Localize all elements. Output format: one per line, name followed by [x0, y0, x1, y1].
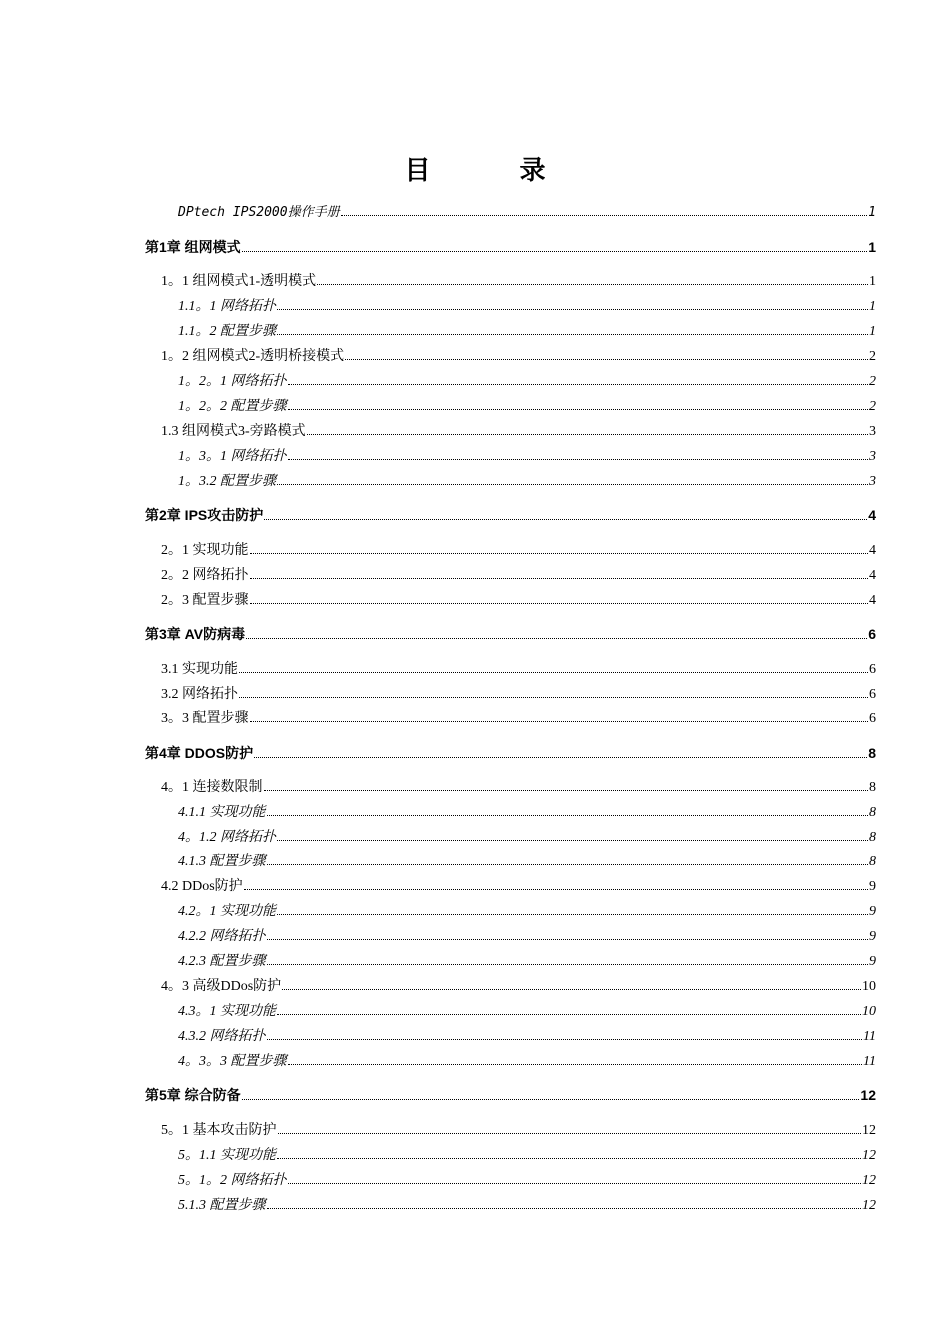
dot-leader [277, 1002, 861, 1015]
dot-leader [239, 660, 868, 673]
toc-entry-page-number: 2 [869, 399, 876, 414]
toc-entry[interactable] [178, 1196, 876, 1215]
toc-entry[interactable] [178, 828, 876, 847]
dot-leader [250, 566, 869, 579]
toc-entry-page-number: 1 [868, 205, 876, 220]
toc-entry-label: 4.3。1 实现功能 [178, 1004, 276, 1019]
toc-entry-label: 2。2 网络拓扑 [161, 568, 249, 583]
toc-entry[interactable] [178, 447, 876, 466]
toc-entry-label: 第5章 综合防备 [145, 1087, 241, 1103]
toc-entry-page-number: 12 [860, 1087, 876, 1103]
dot-leader [288, 397, 869, 410]
toc-entry-label: 2。1 实现功能 [161, 543, 249, 558]
toc-entry-page-number: 3 [869, 424, 876, 439]
toc-entry-label: 第3章 AV防病毒 [145, 626, 246, 642]
toc-entry[interactable] [178, 297, 876, 316]
toc-entry-page-number: 9 [869, 954, 876, 969]
toc-entry-label: 4.2.2 网络拓扑 [178, 929, 266, 944]
toc-entry-page-number: 1 [869, 299, 876, 314]
toc-entry[interactable] [178, 927, 876, 946]
toc-entry-page-number: 8 [869, 805, 876, 820]
toc-entry-label: 3。3 配置步骤 [161, 711, 249, 726]
toc-entry[interactable] [145, 1086, 876, 1104]
toc-entry[interactable] [161, 977, 876, 996]
toc-entry-page-number: 12 [862, 1148, 876, 1163]
toc-entry-page-number: 12 [862, 1123, 876, 1138]
toc-entry[interactable] [161, 660, 876, 679]
toc-entry-label: 1.3 组网模式3-旁路模式 [161, 424, 306, 439]
toc-entry[interactable] [161, 709, 876, 728]
toc-entry[interactable] [145, 744, 876, 762]
toc-entry-label: 3.2 网络拓扑 [161, 687, 238, 702]
toc-entry-page-number: 8 [869, 830, 876, 845]
toc-entry[interactable] [178, 322, 876, 341]
toc-entry-label: 4。3。3 配置步骤 [178, 1054, 287, 1069]
toc-entry-label: 4。3 高级DDos防护 [161, 979, 282, 994]
toc-entry[interactable] [178, 1002, 876, 1021]
toc-entry-page-number: 4 [869, 593, 876, 608]
toc-entry[interactable] [178, 203, 876, 222]
toc-entry-label: 4.3.2 网络拓扑 [178, 1029, 266, 1044]
dot-leader [288, 1171, 862, 1184]
toc-entry-label: 3.1 实现功能 [161, 662, 238, 677]
dot-leader [267, 852, 869, 865]
toc-entry[interactable] [161, 272, 876, 291]
toc-entry-page-number: 6 [869, 687, 876, 702]
toc-entry[interactable] [178, 902, 876, 921]
toc-entry[interactable] [178, 952, 876, 971]
toc-entry-label: 4。1.2 网络拓扑 [178, 830, 276, 845]
toc-entry-page-number: 1 [868, 239, 876, 255]
toc-entry[interactable] [161, 591, 876, 610]
toc-entry-page-number: 11 [863, 1054, 876, 1069]
toc-entry[interactable] [161, 347, 876, 366]
toc-entry[interactable] [178, 1027, 876, 1046]
toc-entry-label: 4.1.3 配置步骤 [178, 854, 266, 869]
toc-entry[interactable] [178, 852, 876, 871]
dot-leader [278, 1121, 862, 1134]
toc-entry-label: 5.1.3 配置步骤 [178, 1198, 266, 1213]
toc-entry-page-number: 12 [862, 1173, 876, 1188]
dot-leader [277, 297, 868, 310]
toc-entry-page-number: 10 [862, 1004, 876, 1019]
dot-leader [341, 203, 868, 216]
toc-entry-label: 1.1。2 配置步骤 [178, 324, 276, 339]
toc-entry[interactable] [161, 685, 876, 704]
dot-leader [244, 877, 868, 890]
toc-entry[interactable] [145, 506, 876, 524]
toc-title: 目 录 [404, 156, 586, 186]
toc-entry-page-number: 6 [869, 711, 876, 726]
dot-leader [250, 541, 869, 554]
toc-entry-label: DPtech IPS2000操作手册 [178, 205, 340, 220]
toc-entry-page-number: 2 [869, 349, 876, 364]
toc-entry-label: 1。3。1 网络拓扑 [178, 449, 287, 464]
dot-leader [288, 372, 869, 385]
dot-leader [250, 591, 869, 604]
toc-entry[interactable] [178, 803, 876, 822]
toc-entry-label: 1。1 组网模式1-透明模式 [161, 274, 317, 289]
dot-leader [267, 927, 869, 940]
toc-entry[interactable] [178, 1052, 876, 1071]
toc-entry-label: 第2章 IPS攻击防护 [145, 507, 264, 523]
toc-entry-label: 4.2.3 配置步骤 [178, 954, 266, 969]
toc-entry[interactable] [178, 472, 876, 491]
dot-leader [250, 709, 869, 722]
dot-leader [288, 447, 869, 460]
toc-entry-label: 5。1 基本攻击防护 [161, 1123, 277, 1138]
toc-entry-label: 4.2 DDos防护 [161, 879, 243, 894]
dot-leader [242, 239, 868, 252]
dot-leader [345, 347, 868, 360]
toc-entry-page-number: 9 [869, 879, 876, 894]
toc-entry-label: 1。2 组网模式2-透明桥接模式 [161, 349, 345, 364]
toc-entry-label: 5。1。2 网络拓扑 [178, 1173, 287, 1188]
toc-entry-page-number: 3 [869, 474, 876, 489]
dot-leader [307, 422, 868, 435]
dot-leader [277, 1146, 861, 1159]
toc-entry-page-number: 1 [869, 274, 876, 289]
toc-entry[interactable] [161, 422, 876, 441]
dot-leader [239, 685, 868, 698]
toc-entry-label: 1.1。1 网络拓扑 [178, 299, 276, 314]
dot-leader [267, 1196, 862, 1209]
toc-entry-page-number: 9 [869, 904, 876, 919]
toc-entry[interactable] [178, 372, 876, 391]
dot-leader [277, 322, 868, 335]
dot-leader [267, 1027, 863, 1040]
dot-leader [277, 472, 868, 485]
toc-entry-label: 4.2。1 实现功能 [178, 904, 276, 919]
dot-leader [242, 1087, 860, 1100]
toc-entry[interactable] [178, 1171, 876, 1190]
toc-entry-label: 1。2。1 网络拓扑 [178, 374, 287, 389]
toc-entry-page-number: 12 [862, 1198, 876, 1213]
toc-entry[interactable] [178, 397, 876, 416]
toc-entry-label: 1。2。2 配置步骤 [178, 399, 287, 414]
toc-entry-page-number: 11 [863, 1029, 876, 1044]
toc-entry-label: 第4章 DDOS防护 [145, 745, 254, 761]
toc-entry[interactable] [161, 566, 876, 585]
toc-entry-page-number: 10 [862, 979, 876, 994]
dot-leader [288, 1052, 863, 1065]
dot-leader [264, 778, 869, 791]
dot-leader [277, 902, 868, 915]
toc-entry-page-number: 6 [868, 626, 876, 642]
toc-entry-page-number: 4 [869, 543, 876, 558]
dot-leader [264, 507, 867, 520]
toc-entry[interactable] [161, 877, 876, 896]
dot-leader [317, 272, 868, 285]
toc-entry-page-number: 6 [869, 662, 876, 677]
toc-entry[interactable] [145, 625, 876, 643]
toc-entry-label: 4.1.1 实现功能 [178, 805, 266, 820]
toc-entry-label: 5。1.1 实现功能 [178, 1148, 276, 1163]
toc-entry[interactable] [161, 541, 876, 560]
toc-entry-label: 2。3 配置步骤 [161, 593, 249, 608]
dot-leader [267, 803, 869, 816]
toc-entry-label: 第1章 组网模式 [145, 239, 241, 255]
dot-leader [246, 626, 867, 639]
toc-entry-page-number: 8 [869, 854, 876, 869]
toc-entry[interactable] [178, 1146, 876, 1165]
dot-leader [282, 977, 861, 990]
dot-leader [277, 828, 868, 841]
toc-entry-page-number: 2 [869, 374, 876, 389]
toc-entry-label: 4。1 连接数限制 [161, 780, 263, 795]
toc-entry-label: 1。3.2 配置步骤 [178, 474, 276, 489]
toc-entry[interactable] [161, 1121, 876, 1140]
toc-entry-page-number: 9 [869, 929, 876, 944]
toc-entry-page-number: 4 [869, 568, 876, 583]
toc-entry-page-number: 8 [868, 745, 876, 761]
dot-leader [267, 952, 869, 965]
dot-leader [254, 745, 867, 758]
toc-entry-page-number: 1 [869, 324, 876, 339]
toc-entry[interactable] [161, 778, 876, 797]
toc-entry-page-number: 8 [869, 780, 876, 795]
toc-entry-page-number: 3 [869, 449, 876, 464]
toc-entry[interactable] [145, 238, 876, 256]
toc-entry-page-number: 4 [868, 507, 876, 523]
